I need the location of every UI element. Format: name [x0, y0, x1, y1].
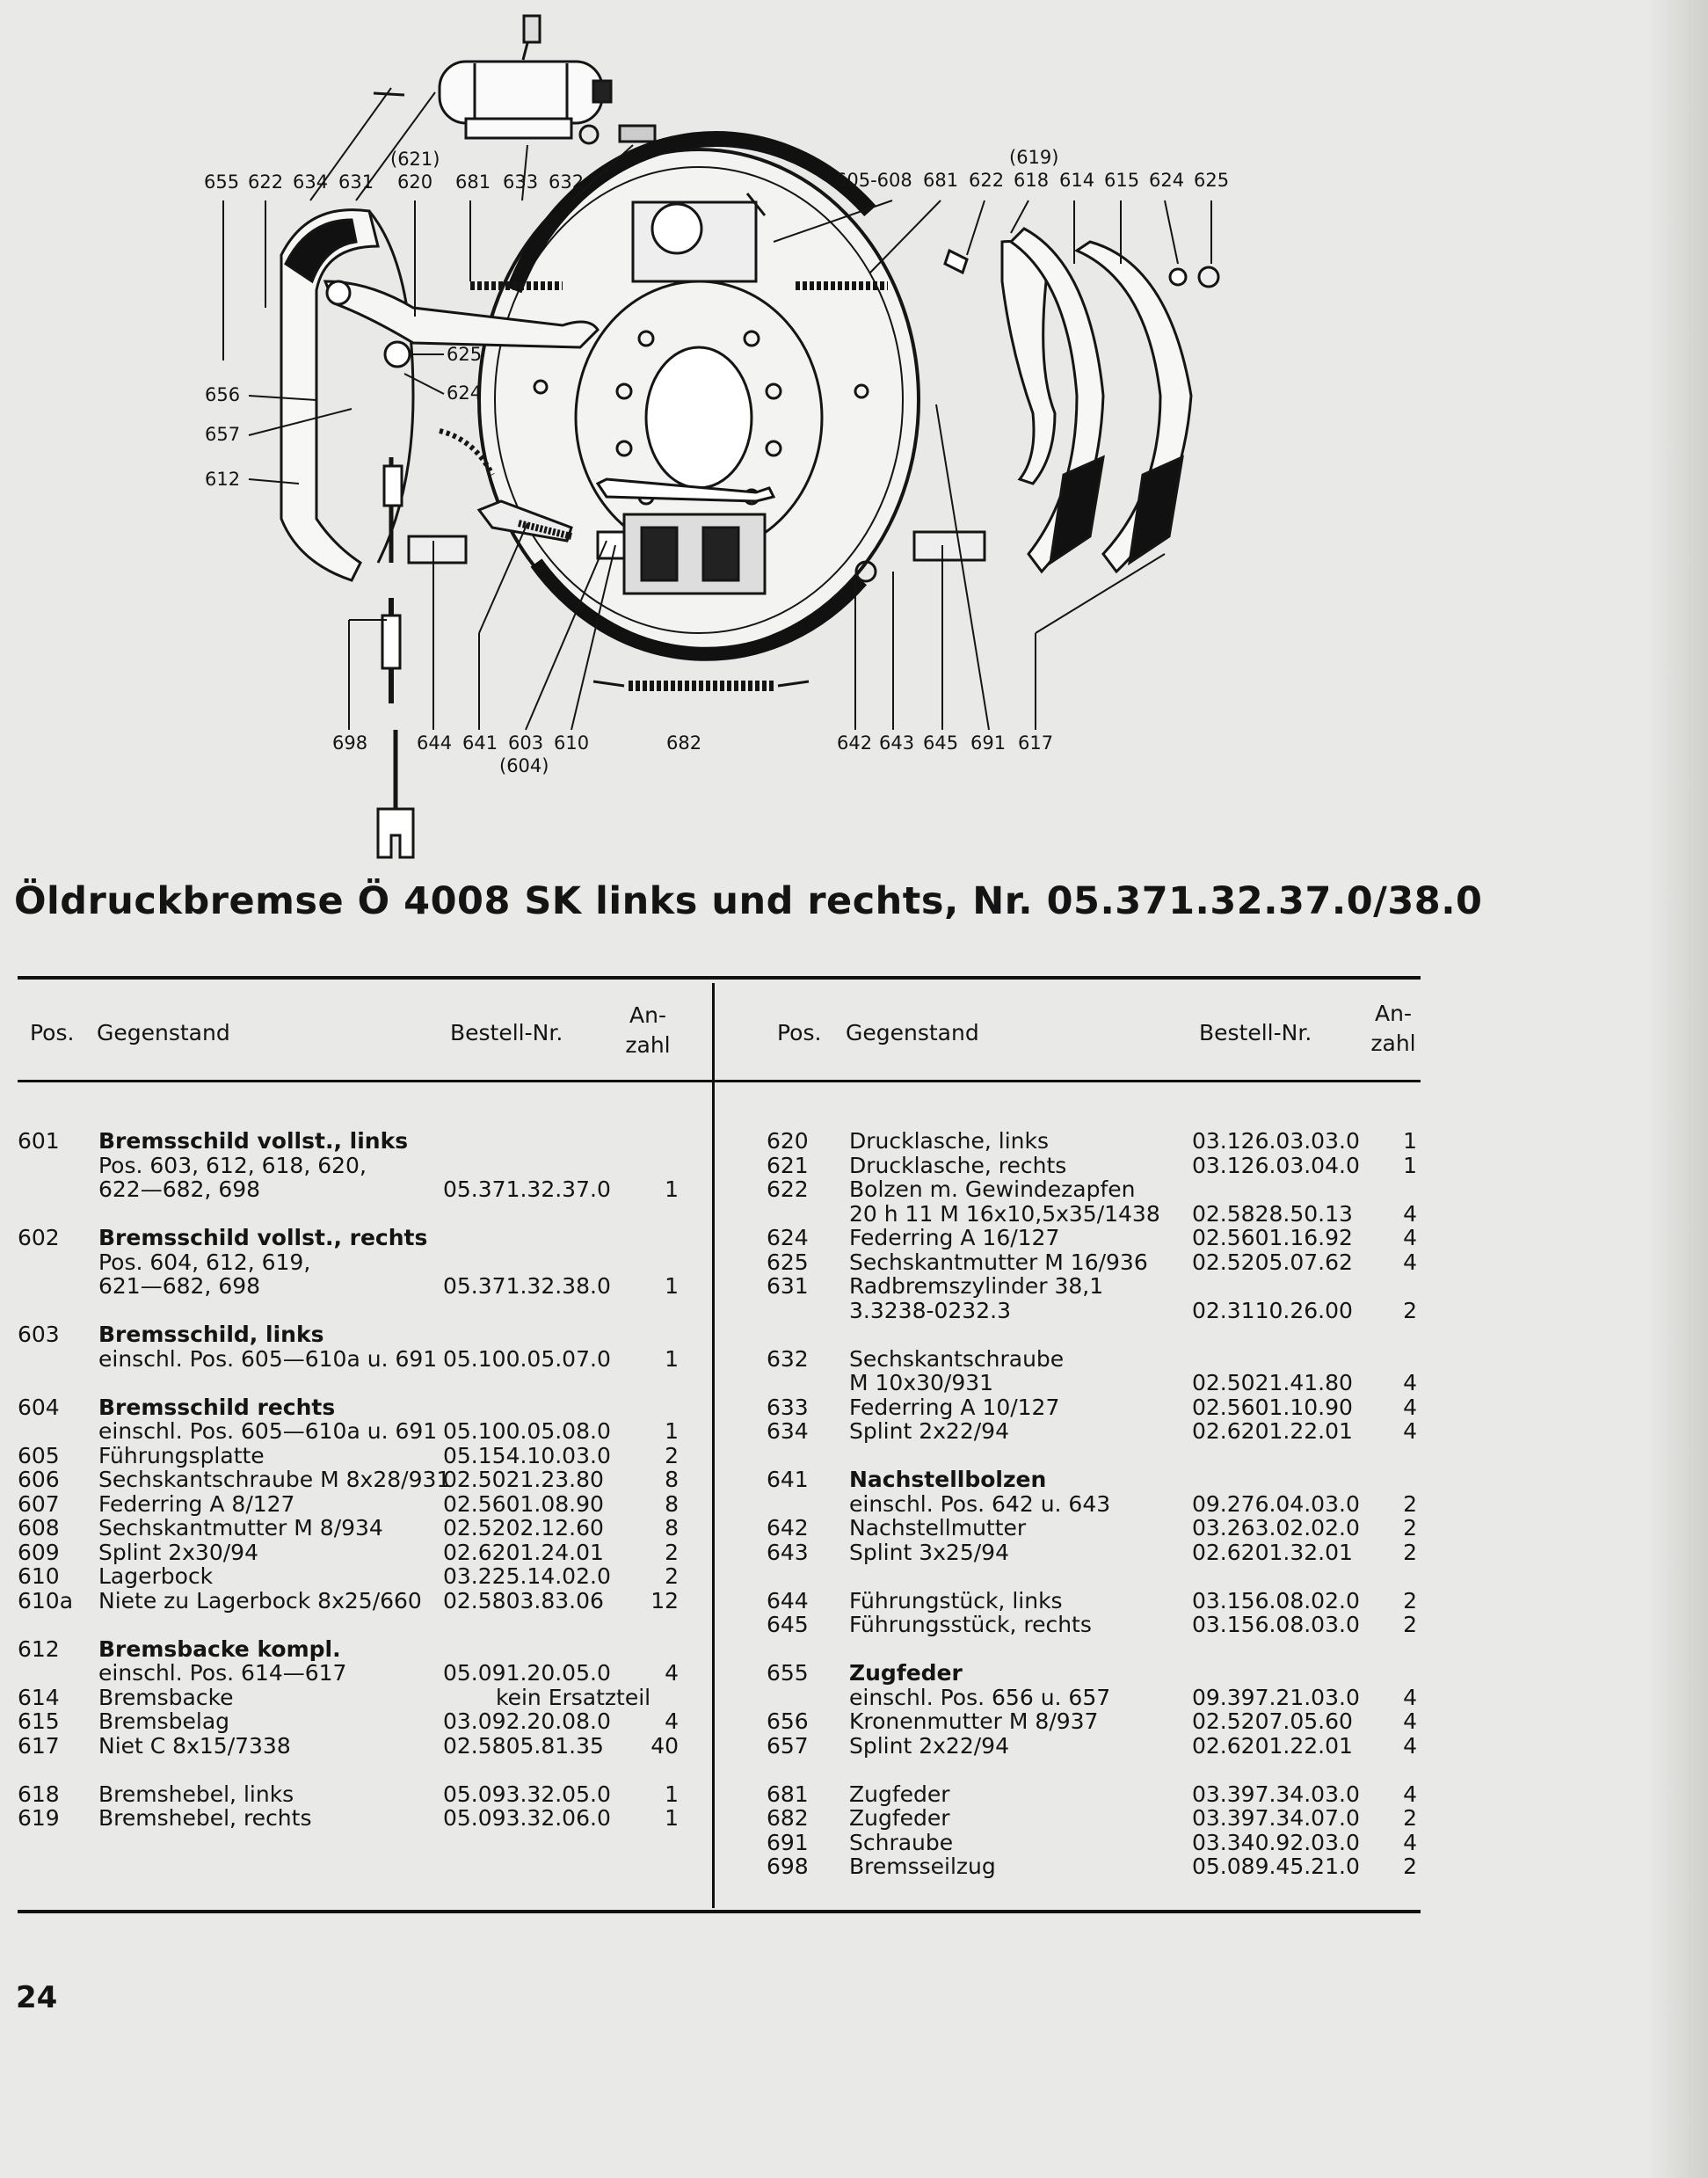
table-row [767, 1129, 1417, 1154]
row-spacer [767, 1322, 1417, 1347]
part-position: 612 [18, 1635, 60, 1662]
part-quantity: 4 [665, 1708, 679, 1734]
part-description: Federring A 8/127 [98, 1490, 295, 1517]
backing-plate-drawing [479, 139, 919, 654]
part-description: Bremsschild, links [98, 1322, 324, 1347]
part-description: Bremsschild rechts [98, 1394, 336, 1420]
part-description: Zugfeder [849, 1805, 950, 1831]
part-description: Federring A 10/127 [849, 1394, 1060, 1420]
part-position: 657 [767, 1732, 809, 1759]
part-order-number: 02.5803.83.06 [443, 1587, 604, 1613]
table-row [767, 1516, 1417, 1541]
part-position: 624 [767, 1225, 809, 1250]
part-position: 645 [767, 1612, 809, 1637]
table-row [767, 1782, 1417, 1807]
part-description: Federring A 16/127 [849, 1225, 1060, 1250]
row-spacer [767, 1444, 1417, 1468]
part-description: Nachstellbolzen [849, 1467, 1047, 1492]
part-order-number: 03.263.02.02.0 [1192, 1515, 1360, 1541]
table-row [767, 1734, 1417, 1759]
table-row [18, 1395, 679, 1420]
label-642: 642 [837, 732, 873, 754]
part-order-number: 03.126.03.04.0 [1192, 1152, 1360, 1178]
part-order-number: 02.5207.05.60 [1192, 1708, 1353, 1734]
part-order-number: 03.340.92.03.0 [1192, 1829, 1360, 1855]
label-691: 691 [970, 732, 1007, 754]
table-row [18, 1177, 679, 1202]
part-quantity: 1 [665, 1176, 679, 1202]
label-624-mid: 624 [447, 382, 483, 404]
part-quantity: 2 [1403, 1587, 1417, 1613]
part-description: Drucklasche, rechts [849, 1152, 1067, 1178]
table-row [767, 1686, 1417, 1710]
table-row [767, 1250, 1417, 1275]
table-row [18, 1250, 679, 1275]
table-top-rule [18, 976, 1421, 980]
part-description: Führungsplatte [98, 1442, 265, 1468]
label-622-right: 622 [969, 170, 1005, 191]
part-description: Sechskantschraube [849, 1345, 1065, 1372]
label-633: 633 [503, 171, 539, 193]
middle-labels [205, 344, 482, 490]
part-description: 622—682, 698 [98, 1176, 261, 1202]
column-divider [712, 983, 715, 1908]
part-description: Pos. 604, 612, 619, [98, 1249, 311, 1275]
part-order-number: 02.5021.23.80 [443, 1467, 604, 1492]
right-brake-shoes-drawing [945, 229, 1218, 572]
part-quantity: 4 [665, 1660, 679, 1686]
header-anzahl-left-line2: zahl [625, 1032, 671, 1058]
part-description: Bremsseilzug [849, 1854, 996, 1879]
row-spacer [18, 1371, 679, 1395]
table-row [767, 1154, 1417, 1178]
label-632: 632 [549, 171, 585, 193]
part-order-number: 02.6201.22.01 [1192, 1732, 1353, 1759]
part-position: 655 [767, 1660, 809, 1686]
page-number: 24 [16, 1980, 58, 2015]
row-spacer [767, 1564, 1417, 1589]
part-quantity: 2 [1403, 1854, 1417, 1879]
part-order-number: 03.397.34.07.0 [1192, 1805, 1360, 1831]
part-order-number: 05.100.05.08.0 [443, 1418, 611, 1444]
part-description: Lagerbock [98, 1563, 214, 1589]
label-604: (604) [499, 755, 549, 776]
part-description: Bremshebel, rechts [98, 1805, 312, 1831]
header-bestell-nr-left: Bestell-Nr. [450, 1020, 563, 1045]
header-pos-left: Pos. [30, 1020, 75, 1045]
part-quantity: 4 [1403, 1225, 1417, 1250]
label-682: 682 [666, 732, 702, 754]
part-description: Führungstück, links [849, 1587, 1063, 1613]
table-row [18, 1516, 679, 1541]
label-618: 618 [1014, 170, 1050, 191]
part-position: 682 [767, 1805, 809, 1831]
part-quantity: 2 [1403, 1539, 1417, 1565]
table-row [18, 1226, 679, 1250]
bottom-labels [332, 732, 1053, 776]
part-description: Bolzen m. Gewindezapfen [849, 1176, 1136, 1202]
label-621: (621) [390, 149, 440, 170]
part-quantity: 4 [1403, 1829, 1417, 1855]
table-row [767, 1492, 1417, 1517]
part-quantity: 4 [1403, 1684, 1417, 1710]
label-631: 631 [338, 171, 374, 193]
part-description: Drucklasche, links [849, 1128, 1049, 1154]
label-625: 625 [1194, 170, 1230, 191]
header-anzahl-right-line1: An- [1375, 1001, 1412, 1026]
part-order-number: 03.156.08.02.0 [1192, 1587, 1360, 1613]
part-quantity: 4 [1403, 1249, 1417, 1275]
part-position: 608 [18, 1515, 60, 1541]
part-position: 601 [18, 1128, 60, 1154]
label-681-right: 681 [923, 170, 959, 191]
table-row [767, 1541, 1417, 1565]
label-641: 641 [462, 732, 498, 754]
part-order-number: 05.091.20.05.0 [443, 1660, 611, 1686]
part-description: einschl. Pos. 605—610a u. 691 [98, 1418, 438, 1444]
row-spacer [18, 1202, 679, 1227]
part-description: Nachstellmutter [849, 1515, 1027, 1541]
part-position: 634 [767, 1418, 809, 1444]
part-position: 618 [18, 1781, 60, 1807]
part-order-number: 05.371.32.38.0 [443, 1273, 611, 1299]
label-625-mid: 625 [447, 344, 483, 365]
part-quantity: 2 [665, 1563, 679, 1589]
table-row [767, 1371, 1417, 1395]
part-quantity: 2 [1403, 1612, 1417, 1637]
part-quantity: 4 [1403, 1370, 1417, 1395]
part-order-number: 02.6201.32.01 [1192, 1539, 1353, 1565]
table-row [767, 1709, 1417, 1734]
part-description: 3.3238-0232.3 [849, 1297, 1011, 1323]
part-description: Bremsbacke kompl. [98, 1635, 341, 1662]
part-quantity: 2 [1403, 1515, 1417, 1541]
part-description: 621—682, 698 [98, 1273, 261, 1299]
part-position: 632 [767, 1345, 809, 1372]
part-description: 20 h 11 M 16x10,5x35/1438 [849, 1200, 1160, 1227]
part-position: 610 [18, 1563, 60, 1589]
part-position: 617 [18, 1732, 60, 1759]
wheel-cylinder-drawing [374, 16, 655, 143]
part-description: Splint 2x22/94 [849, 1418, 1009, 1444]
label-645: 645 [923, 732, 959, 754]
table-row [767, 1395, 1417, 1420]
part-order-number: 03.092.20.08.0 [443, 1708, 611, 1734]
part-order-number: 02.3110.26.00 [1192, 1297, 1353, 1323]
part-description: Bremsschild vollst., links [98, 1128, 409, 1154]
part-description: Splint 2x22/94 [849, 1732, 1009, 1759]
header-gegenstand-left: Gegenstand [97, 1020, 230, 1045]
table-row [18, 1637, 679, 1662]
table-row [767, 1854, 1417, 1879]
part-description: Bremsbacke [98, 1684, 234, 1710]
label-615: 615 [1104, 170, 1140, 191]
part-quantity: 2 [1403, 1490, 1417, 1517]
part-position: 619 [18, 1805, 60, 1831]
table-row [18, 1347, 679, 1372]
part-position: 656 [767, 1708, 809, 1734]
part-description: Bremshebel, links [98, 1781, 294, 1807]
header-bottom-rule [18, 1080, 1421, 1082]
part-quantity: 1 [665, 1418, 679, 1444]
part-position: 644 [767, 1587, 809, 1613]
part-quantity: 4 [1403, 1732, 1417, 1759]
row-spacer [767, 1758, 1417, 1782]
part-description: einschl. Pos. 605—610a u. 691 [98, 1345, 438, 1372]
part-quantity: 4 [1403, 1781, 1417, 1807]
part-position: 610a [18, 1587, 74, 1613]
part-order-number: 02.6201.22.01 [1192, 1418, 1353, 1444]
part-position: 605 [18, 1442, 60, 1468]
label-614: 614 [1059, 170, 1095, 191]
label-605-608: 605-608 [835, 170, 912, 191]
table-row [767, 1468, 1417, 1492]
table-row [767, 1419, 1417, 1444]
table-row [18, 1419, 679, 1444]
label-617: 617 [1018, 732, 1054, 754]
page-title: Öldruckbremse Ö 4008 SK links und rechts, Nr. 05.371.32.37.0/38.0 [14, 879, 1483, 923]
part-order-number: 02.5601.10.90 [1192, 1394, 1353, 1420]
table-row [18, 1564, 679, 1589]
part-description: Niet C 8x15/7338 [98, 1732, 291, 1759]
table-row [767, 1274, 1417, 1299]
table-row [767, 1202, 1417, 1227]
part-description: einschl. Pos. 642 u. 643 [849, 1490, 1111, 1517]
table-row [767, 1226, 1417, 1250]
header-anzahl-left-line1: An- [629, 1002, 666, 1028]
part-description: Führungsstück, rechts [849, 1612, 1092, 1637]
table-row [18, 1589, 679, 1613]
part-quantity: 12 [650, 1587, 679, 1613]
part-description: Zugfeder [849, 1660, 963, 1686]
part-order-number: 09.397.21.03.0 [1192, 1684, 1360, 1710]
label-657: 657 [205, 424, 241, 445]
table-row [18, 1154, 679, 1178]
part-order-number: 09.276.04.03.0 [1192, 1490, 1360, 1517]
part-position: 681 [767, 1781, 809, 1807]
part-description: Pos. 603, 612, 618, 620, [98, 1152, 367, 1178]
part-order-number: 02.5601.16.92 [1192, 1225, 1353, 1250]
table-row [18, 1322, 679, 1347]
table-row [18, 1492, 679, 1517]
row-spacer [18, 1613, 679, 1637]
part-order-number: 03.225.14.02.0 [443, 1563, 611, 1589]
part-position: 620 [767, 1128, 809, 1154]
table-row [18, 1661, 679, 1686]
part-position: 698 [767, 1854, 809, 1879]
part-description: Zugfeder [849, 1781, 950, 1807]
table-row [767, 1831, 1417, 1855]
part-quantity: 8 [665, 1490, 679, 1517]
part-position: 614 [18, 1684, 60, 1710]
part-order-number: 02.5828.50.13 [1192, 1200, 1353, 1227]
part-order-number: 05.154.10.03.0 [443, 1442, 611, 1468]
table-row [18, 1734, 679, 1759]
part-quantity: 2 [665, 1442, 679, 1468]
part-position: 691 [767, 1829, 809, 1855]
parts-column-right [767, 1129, 1417, 1879]
part-quantity: 1 [1403, 1152, 1417, 1178]
table-bottom-rule [18, 1910, 1421, 1913]
header-pos-right: Pos. [777, 1020, 822, 1045]
table-row [18, 1686, 679, 1710]
header-anzahl-left [615, 1001, 680, 1060]
part-order-number: 02.5202.12.60 [443, 1515, 604, 1541]
table-row [18, 1541, 679, 1565]
part-quantity: 4 [1403, 1418, 1417, 1444]
part-position: 641 [767, 1467, 809, 1492]
table-row [18, 1274, 679, 1299]
label-644: 644 [417, 732, 453, 754]
part-quantity: 8 [665, 1515, 679, 1541]
label-656: 656 [205, 384, 241, 405]
part-order-number: 02.6201.24.01 [443, 1539, 604, 1565]
part-position: 642 [767, 1515, 809, 1541]
brake-exploded-diagram [0, 0, 1708, 879]
row-spacer [18, 1758, 679, 1782]
part-quantity: 4 [1403, 1200, 1417, 1227]
header-anzahl-right-line2: zahl [1370, 1031, 1416, 1056]
table-row [767, 1347, 1417, 1372]
part-order-number: 02.5805.81.35 [443, 1732, 604, 1759]
part-quantity: 2 [1403, 1297, 1417, 1323]
table-row [18, 1468, 679, 1492]
part-position: 609 [18, 1539, 60, 1565]
part-order-number: 05.089.45.21.0 [1192, 1854, 1360, 1879]
part-description: Sechskantmutter M 8/934 [98, 1515, 383, 1541]
part-order-number: 05.100.05.07.0 [443, 1345, 611, 1372]
label-634: 634 [293, 171, 329, 193]
part-position: 621 [767, 1152, 809, 1178]
part-order-number: 05.371.32.37.0 [443, 1176, 611, 1202]
parts-column-left [18, 1129, 679, 1831]
label-603: 603 [508, 732, 544, 754]
part-position: 643 [767, 1539, 809, 1565]
part-description: Radbremszylinder 38,1 [849, 1273, 1104, 1299]
table-row [18, 1782, 679, 1807]
part-description: Kronenmutter M 8/937 [849, 1708, 1099, 1734]
part-position: 602 [18, 1225, 60, 1250]
table-row [767, 1661, 1417, 1686]
part-position: 604 [18, 1394, 60, 1420]
part-description: Bremsbelag [98, 1708, 230, 1734]
label-619: (619) [1009, 147, 1059, 168]
label-620: 620 [397, 171, 433, 193]
table-row [18, 1129, 679, 1154]
table-row [18, 1806, 679, 1831]
part-quantity: 1 [665, 1273, 679, 1299]
table-row [18, 1444, 679, 1468]
part-description: Splint 3x25/94 [849, 1539, 1009, 1565]
part-quantity: 1 [665, 1345, 679, 1372]
part-description: einschl. Pos. 614—617 [98, 1660, 347, 1686]
part-position: 633 [767, 1394, 809, 1420]
part-description: Bremsschild vollst., rechts [98, 1225, 428, 1250]
label-655: 655 [204, 171, 240, 193]
part-order-number: 03.397.34.03.0 [1192, 1781, 1360, 1807]
part-quantity: 40 [650, 1732, 679, 1759]
part-position: 607 [18, 1490, 60, 1517]
label-612: 612 [205, 469, 241, 490]
part-order-number: 02.5601.08.90 [443, 1490, 604, 1517]
part-order-number: 05.093.32.05.0 [443, 1781, 611, 1807]
part-description: M 10x30/931 [849, 1370, 994, 1395]
part-position: 622 [767, 1176, 809, 1202]
label-643: 643 [879, 732, 915, 754]
label-624: 624 [1149, 170, 1185, 191]
part-quantity: 1 [665, 1805, 679, 1831]
table-row [18, 1709, 679, 1734]
table-row [767, 1806, 1417, 1831]
table-row [767, 1177, 1417, 1202]
top-right-labels [835, 147, 1229, 191]
table-row [767, 1613, 1417, 1637]
row-spacer [767, 1637, 1417, 1662]
label-610: 610 [554, 732, 590, 754]
part-description: Schraube [849, 1829, 954, 1855]
header-anzahl-right [1361, 999, 1426, 1059]
part-order-number: 03.126.03.03.0 [1192, 1128, 1360, 1154]
part-position: 615 [18, 1708, 60, 1734]
row-spacer [18, 1299, 679, 1323]
part-description: Sechskantschraube M 8x28/931 [98, 1467, 451, 1492]
part-order-number: 05.093.32.06.0 [443, 1805, 611, 1831]
part-position: 625 [767, 1249, 809, 1275]
part-position: 606 [18, 1467, 60, 1492]
part-description: Niete zu Lagerbock 8x25/660 [98, 1587, 422, 1613]
part-quantity: 8 [665, 1467, 679, 1492]
table-row [767, 1299, 1417, 1323]
part-quantity: kein Ersatzteil [496, 1684, 651, 1710]
part-description: Splint 2x30/94 [98, 1539, 258, 1565]
part-order-number: 02.5021.41.80 [1192, 1370, 1353, 1395]
part-quantity: 2 [665, 1539, 679, 1565]
label-698: 698 [332, 732, 368, 754]
header-bestell-nr-right: Bestell-Nr. [1199, 1020, 1312, 1045]
part-quantity: 4 [1403, 1394, 1417, 1420]
label-681: 681 [455, 171, 491, 193]
part-quantity: 4 [1403, 1708, 1417, 1734]
part-quantity: 1 [1403, 1128, 1417, 1154]
label-622: 622 [248, 171, 284, 193]
part-position: 631 [767, 1273, 809, 1299]
part-quantity: 1 [665, 1781, 679, 1807]
part-description: Sechskantmutter M 16/936 [849, 1249, 1148, 1275]
part-order-number: 02.5205.07.62 [1192, 1249, 1353, 1275]
header-gegenstand-right: Gegenstand [846, 1020, 979, 1045]
part-quantity: 2 [1403, 1805, 1417, 1831]
part-description: einschl. Pos. 656 u. 657 [849, 1684, 1111, 1710]
part-order-number: 03.156.08.03.0 [1192, 1612, 1360, 1637]
part-position: 603 [18, 1322, 60, 1347]
table-row [767, 1589, 1417, 1613]
